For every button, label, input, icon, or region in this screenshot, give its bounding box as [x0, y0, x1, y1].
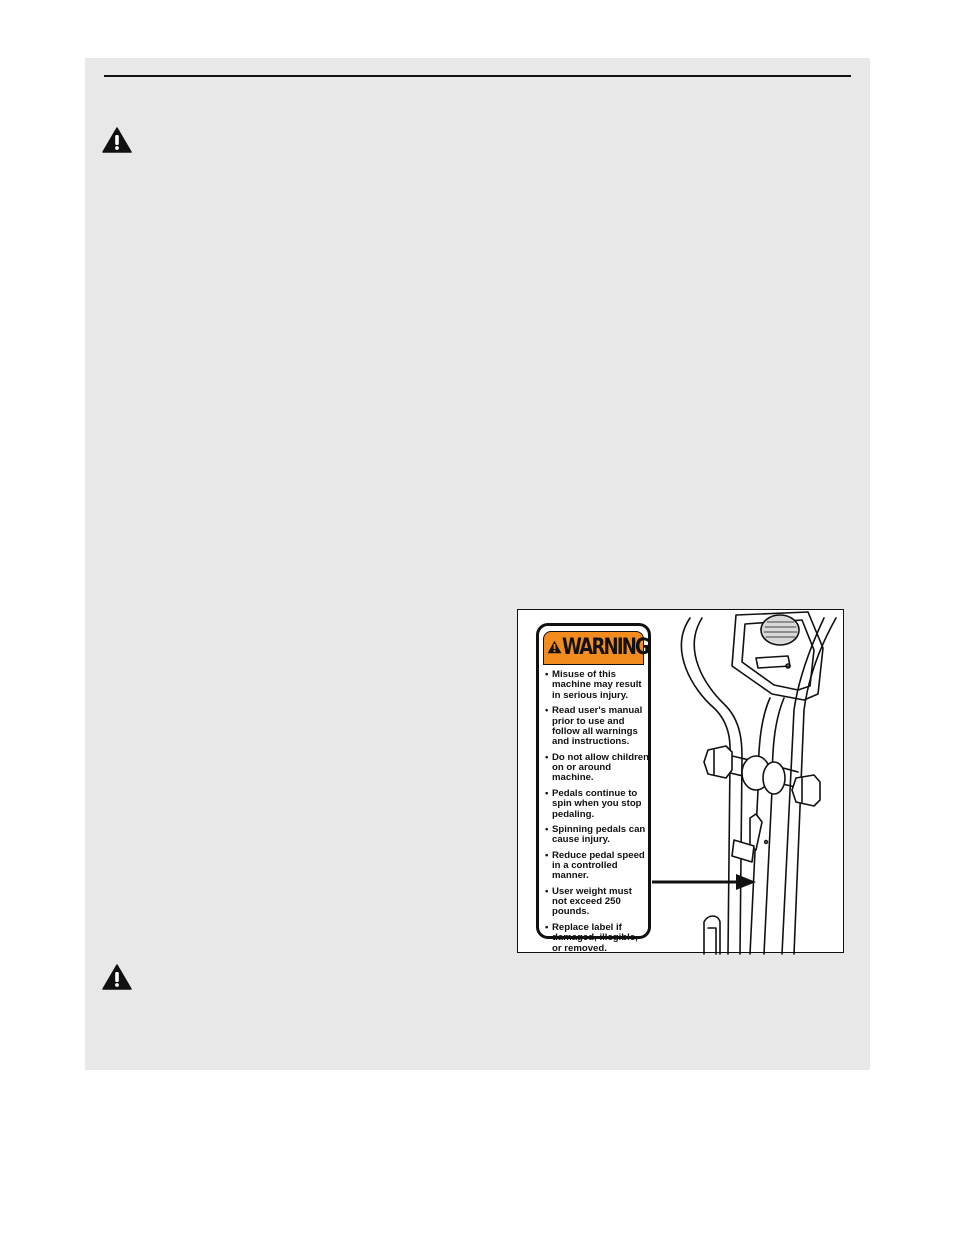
list-item: • Do not allow children on or around machine.: [545, 753, 649, 784]
warning-label: [536, 623, 651, 954]
warning-triangle-icon: [102, 127, 132, 153]
warning-label-figure: [517, 609, 844, 953]
list-item: • Pedals continue to spin when you stop pedaling.: [545, 789, 649, 820]
warning-heading: WARNING: [562, 635, 649, 660]
warning-triangle-icon: [547, 640, 562, 654]
warning-label-header: [543, 631, 649, 665]
list-item: • Spinning pedals can cause injury.: [545, 825, 649, 846]
warning-list: [545, 670, 649, 959]
header-rule: [104, 75, 851, 77]
list-item: • Read user's manual prior to use and follow all warnings and instructions.: [545, 706, 649, 748]
list-item: • Reduce pedal speed in a controlled manner.: [545, 851, 649, 882]
warning-triangle-icon: [102, 964, 132, 990]
list-item: • User weight must not exceed 250 pounds.: [545, 887, 649, 918]
list-item: • Misuse of this machine may result in serious injury.: [545, 670, 649, 701]
list-item: • Replace label if damaged, illegible, or removed.: [545, 923, 649, 954]
